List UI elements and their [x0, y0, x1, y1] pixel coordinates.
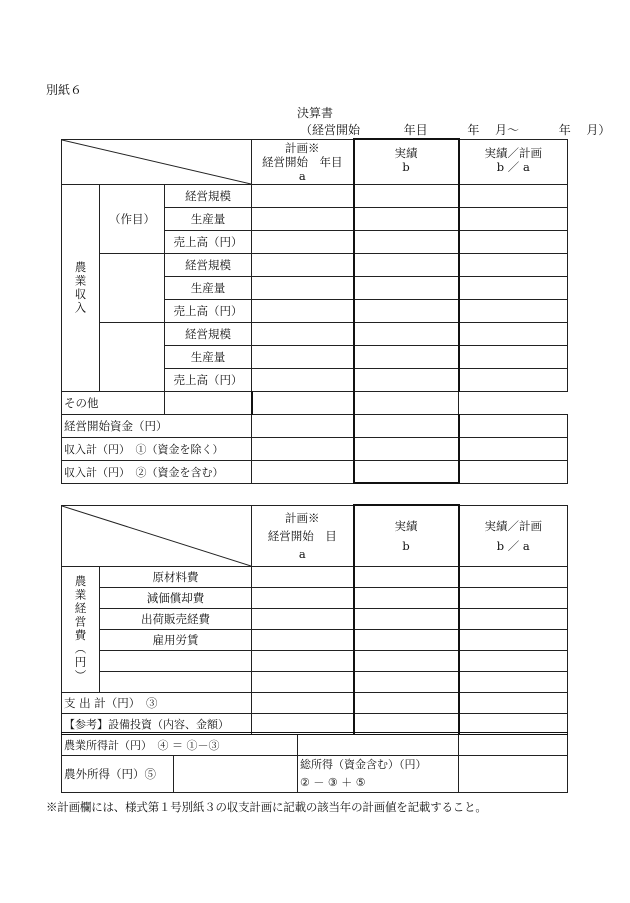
actual-cell[interactable] [354, 437, 459, 460]
plan-header [252, 505, 354, 566]
other-label: その他 [62, 391, 165, 414]
period-line [300, 121, 610, 138]
plan-cell[interactable] [252, 566, 354, 587]
actual-cell[interactable] [354, 566, 459, 587]
gross-income-label-line2: ② － ③ ＋ ⑤ [300, 776, 366, 789]
actual-cell[interactable] [354, 650, 459, 671]
plan-cell[interactable] [252, 608, 354, 629]
investment-label: 【参考】設備投資（内容、金額） [62, 713, 252, 734]
plan-cell[interactable] [252, 713, 354, 734]
sales-label: 売上高（円） [165, 368, 252, 391]
ratio-cell[interactable] [459, 230, 568, 253]
scale-label: 経営規模 [165, 253, 252, 276]
scale-label: 経営規模 [165, 322, 252, 345]
actual-cell[interactable] [354, 587, 459, 608]
plan-cell[interactable] [252, 368, 354, 391]
farm-income-label: 農業収入 [62, 184, 100, 391]
crop-name-cell[interactable] [100, 322, 165, 391]
actual-header-line1: 実績 [394, 146, 418, 160]
farm-income-total-label: 農業所得計（円） ④ ＝ ①－③ [62, 734, 298, 756]
plan-header-line3: a [298, 546, 306, 561]
shipping-label: 出荷販売経費 [100, 608, 252, 629]
period-month-start: 月～ [495, 123, 520, 137]
expense-item-cell[interactable] [100, 650, 252, 671]
plan-cell[interactable] [165, 391, 252, 414]
plan-cell[interactable] [252, 299, 354, 322]
ratio-cell[interactable] [459, 414, 568, 437]
plan-header-line3: a [298, 168, 306, 183]
ratio-cell[interactable] [459, 345, 568, 368]
header-diagonal-cell [62, 139, 252, 184]
actual-cell[interactable] [252, 391, 354, 414]
ratio-cell[interactable] [459, 692, 568, 713]
plan-cell[interactable] [252, 671, 354, 692]
labor-label: 雇用労賃 [100, 629, 252, 650]
expense-total-label: 支 出 計（円） ③ [62, 692, 252, 713]
startup-fund-label: 経営開始資金（円） [62, 414, 252, 437]
actual-cell[interactable] [354, 368, 459, 391]
expense-table [61, 504, 568, 735]
actual-cell[interactable] [354, 276, 459, 299]
plan-header-line2: 経営開始 年目 [262, 154, 343, 169]
crop-name-cell[interactable] [100, 253, 165, 322]
sales-label: 売上高（円） [165, 299, 252, 322]
ratio-cell[interactable] [354, 391, 459, 414]
plan-cell[interactable] [252, 650, 354, 671]
plan-header [252, 139, 354, 184]
actual-cell[interactable] [354, 460, 459, 483]
ratio-cell[interactable] [459, 207, 568, 230]
ratio-cell[interactable] [459, 253, 568, 276]
form-id: 別紙６ [46, 83, 83, 97]
ratio-cell[interactable] [459, 587, 568, 608]
farm-income-total-value[interactable] [298, 734, 459, 756]
gross-income-value[interactable] [459, 756, 568, 793]
actual-cell[interactable] [354, 230, 459, 253]
header-diagonal-cell [62, 505, 252, 566]
production-label: 生産量 [165, 345, 252, 368]
ratio-header-line1: 実績／計画 [484, 145, 543, 160]
ratio-cell[interactable] [459, 460, 568, 483]
plan-cell[interactable] [252, 345, 354, 368]
ratio-cell[interactable] [459, 184, 568, 207]
scale-label: 経営規模 [165, 184, 252, 207]
plan-cell[interactable] [252, 692, 354, 713]
non-farm-income-value[interactable] [174, 756, 298, 793]
plan-cell[interactable] [252, 322, 354, 345]
plan-cell[interactable] [252, 276, 354, 299]
actual-cell[interactable] [354, 671, 459, 692]
actual-cell[interactable] [354, 713, 459, 734]
actual-cell[interactable] [354, 322, 459, 345]
period-year-end: 年 [558, 123, 571, 137]
gross-income-label-line1: 総所得（資金含む）（円） [300, 758, 427, 771]
period-year-count: 年目 [403, 123, 428, 137]
sales-label: 売上高（円） [165, 230, 252, 253]
actual-cell[interactable] [354, 253, 459, 276]
plan-cell[interactable] [252, 587, 354, 608]
ratio-cell[interactable] [459, 650, 568, 671]
ratio-cell[interactable] [459, 299, 568, 322]
ratio-cell[interactable] [459, 608, 568, 629]
plan-cell[interactable] [252, 253, 354, 276]
plan-cell[interactable] [252, 629, 354, 650]
income-total-2-label: 収入計（円） ②（資金を含む） [62, 460, 252, 483]
ratio-cell[interactable] [459, 566, 568, 587]
plan-cell[interactable] [252, 414, 354, 437]
farm-expense-label: 農業経営費（円） [62, 566, 100, 692]
ratio-cell[interactable] [459, 629, 568, 650]
ratio-header-line2: b ／ a [496, 538, 530, 553]
ratio-cell[interactable] [459, 368, 568, 391]
income-table [61, 138, 568, 484]
plan-cell[interactable] [252, 184, 354, 207]
raw-materials-label: 原材料費 [100, 566, 252, 587]
crop-label: （作目） [100, 184, 165, 253]
gross-income-label [298, 756, 459, 793]
plan-header-line1: 計画※ [285, 140, 320, 155]
plan-header-line2: 経営開始 目 [267, 528, 337, 543]
income-total-1-label: 収入計（円） ①（資金を除く） [62, 437, 252, 460]
actual-cell[interactable] [354, 207, 459, 230]
income-summary-table [61, 732, 568, 793]
plan-cell[interactable] [252, 437, 354, 460]
non-farm-income-label: 農外所得（円）⑤ [62, 756, 174, 793]
plan-cell[interactable] [252, 230, 354, 253]
ratio-header-line2: b ／ a [496, 159, 530, 174]
ratio-header [459, 139, 568, 184]
actual-cell[interactable] [354, 414, 459, 437]
plan-cell[interactable] [252, 207, 354, 230]
footnote: ※計画欄には、様式第１号別紙３の収支計画に記載の該当年の計画値を記載すること。 [46, 800, 487, 814]
actual-cell[interactable] [354, 184, 459, 207]
production-label: 生産量 [165, 207, 252, 230]
actual-cell[interactable] [354, 345, 459, 368]
actual-cell[interactable] [354, 608, 459, 629]
production-label: 生産量 [165, 276, 252, 299]
actual-header-line2: b [402, 160, 410, 174]
actual-cell[interactable] [354, 629, 459, 650]
ratio-header [459, 505, 568, 566]
ratio-header-line1: 実績／計画 [484, 518, 542, 533]
actual-header-line1: 実績 [394, 518, 418, 533]
ratio-cell[interactable] [459, 276, 568, 299]
document-title: 決算書 [296, 106, 333, 120]
actual-header [354, 139, 459, 184]
period-year-start: 年 [467, 123, 480, 137]
farm-income-total-extra[interactable] [459, 734, 568, 756]
plan-header-line1: 計画※ [285, 510, 320, 525]
ratio-cell[interactable] [459, 437, 568, 460]
actual-header [354, 505, 459, 566]
ratio-cell[interactable] [459, 322, 568, 345]
ratio-cell[interactable] [459, 671, 568, 692]
expense-item-cell[interactable] [100, 671, 252, 692]
actual-cell[interactable] [354, 692, 459, 713]
actual-header-line2: b [402, 538, 410, 553]
period-open: （経営開始 [300, 123, 361, 137]
ratio-cell[interactable] [459, 713, 568, 734]
plan-cell[interactable] [252, 460, 354, 483]
period-month-end: 月） [586, 123, 611, 137]
actual-cell[interactable] [354, 299, 459, 322]
depreciation-label: 減価償却費 [100, 587, 252, 608]
